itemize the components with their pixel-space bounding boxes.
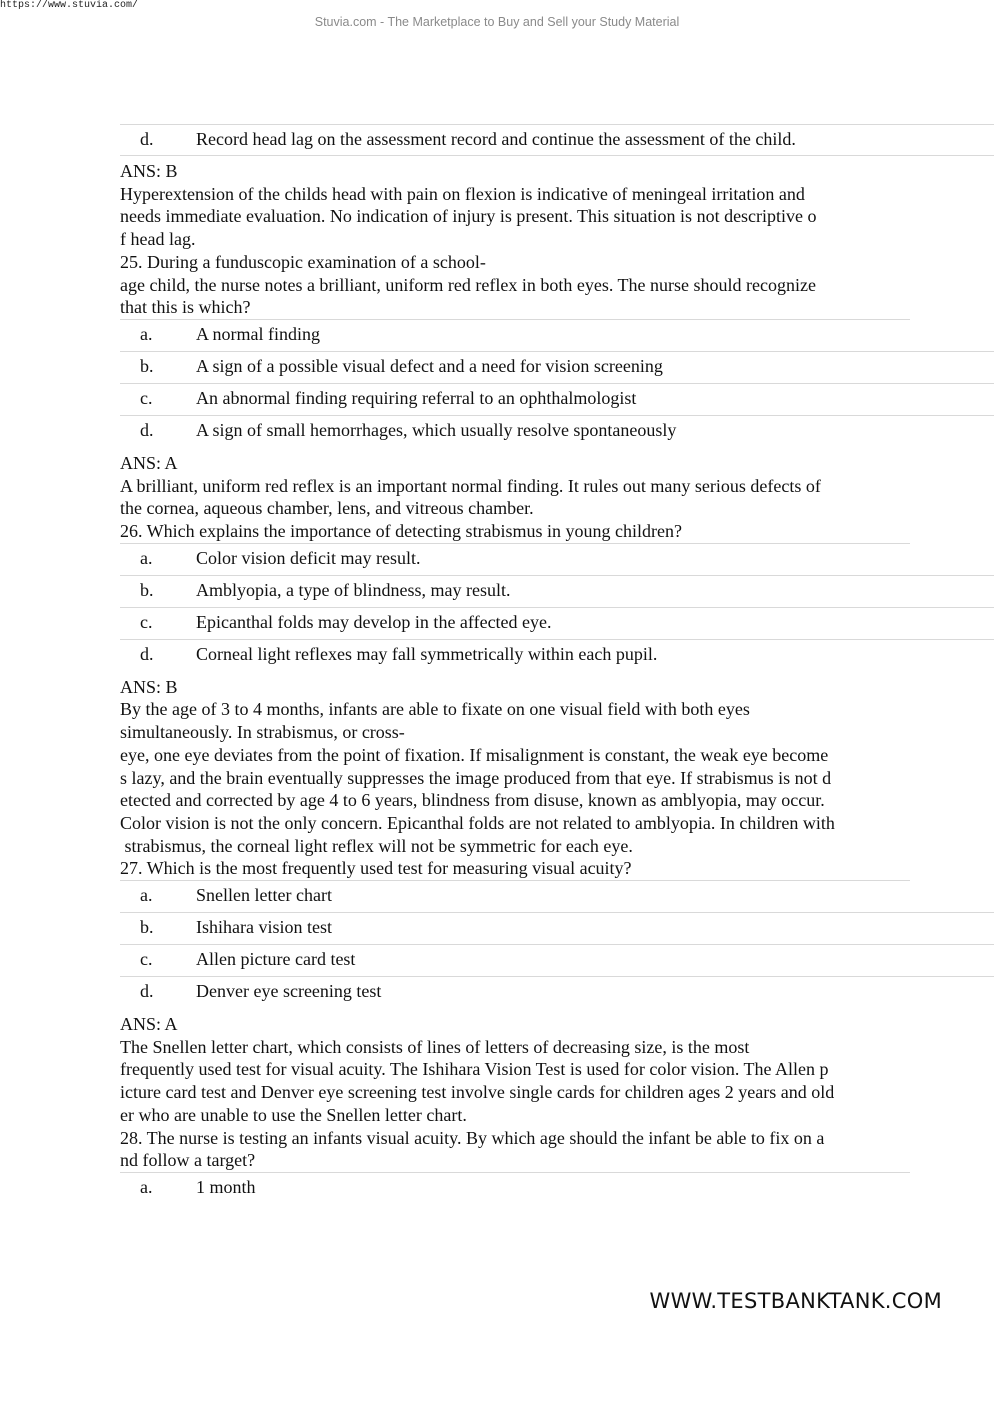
option-text: Corneal light reflexes may fall symmetrically within each pupil. [196,643,658,664]
q26-question: 26. Which explains the importance of detecting strabismus in young children? [120,520,910,544]
q27-answer: ANS: A [120,1014,178,1035]
q25-answer: ANS: A [120,452,178,473]
option-letter: c. [140,611,153,632]
option-letter: d. [140,643,154,664]
q24-answer: ANS: B [120,161,178,181]
option-text: Color vision deficit may result. [196,547,421,568]
q25-option-d [120,416,994,448]
option-letter: d. [140,981,154,1002]
option-letter: a. [140,323,153,344]
q27-rationale: The Snellen letter chart, which consists of lines of letters of decreasing size, is the most frequently used test for visual acuity. The Ishihara Vision Test is used for color vision. The Allen p icture card test and Denver eye screening test involve single cards for children ages 2 years and old er who are unable to use the Snellen letter chart. [120,1036,835,1125]
document-body [120,124,994,1205]
option-text: A sign of small hemorrhages, which usually resolve spontaneously [196,419,677,440]
option-letter: b. [140,355,154,376]
option-text: Epicanthal folds may develop in the affected eye. [196,611,552,632]
q26-rationale: By the age of 3 to 4 months, infants are able to fixate on one visual field with both eyes simultaneously. In strabismus, or cross- eye, one eye deviates from the point of fixation. If misalignment is constant, the weak eye become s lazy, and the brain eventually suppresses the image produced from that eye. If strabismus is not d etected and corrected by age 4 to 6 years, blindness from disuse, known as amblyopia, may occur. Color vision is not the only concern. Epicanthal folds are not related to amblyopia. In children with strabismus, the corneal light reflex will not be symmetric for each eye. [120,699,835,856]
option-letter: a. [140,1176,153,1197]
q25-question: 25. During a funduscopic examination of a school- age child, the nurse notes a brilliant, uniform red reflex in both eyes. The nurse should recognize that this is which? [120,251,910,320]
q27-option-d [120,977,994,1009]
q25-option-c [120,384,994,416]
option-letter: c. [140,949,153,970]
page-url: https://www.stuvia.com/ [0,0,139,11]
q28-option-a [120,1173,994,1205]
option-text: A sign of a possible visual defect and a need for vision screening [196,355,663,376]
option-text: Denver eye screening test [196,981,382,1002]
q27-option-c [120,945,994,977]
q27-question: 27. Which is the most frequently used test for measuring visual acuity? [120,857,910,881]
option-letter: a. [140,885,153,906]
footer-brand: WWW.TESTBANKTANK.COM [649,1289,942,1313]
q26-option-c [120,608,994,640]
q27-option-a [120,881,994,913]
option-text: Allen picture card test [196,949,356,970]
q26-answer: ANS: B [120,676,178,697]
option-text: A normal finding [196,323,320,344]
q25-rationale: A brilliant, uniform red reflex is an important normal finding. It rules out many serious defects of the cornea, aqueous chamber, lens, and vitreous chamber. [120,475,821,519]
option-letter: c. [140,387,153,408]
q24-option-d [120,124,994,156]
site-header: Stuvia.com - The Marketplace to Buy and Sell your Study Material [314,15,680,29]
q25-option-b [120,352,994,384]
option-text: Ishihara vision test [196,917,332,938]
q26-option-d [120,640,994,672]
option-text: Record head lag on the assessment record and continue the assessment of the child. [196,129,796,149]
option-letter: a. [140,547,153,568]
q26-option-a [120,544,994,576]
option-letter: d. [140,129,154,149]
option-text: An abnormal finding requiring referral to an ophthalmologist [196,387,637,408]
q28-question: 28. The nurse is testing an infants visual acuity. By which age should the infant be able to fix on a nd follow a target? [120,1127,910,1173]
q25-option-a [120,320,994,352]
q26-option-b [120,576,994,608]
q27-option-b [120,913,994,945]
option-text: Snellen letter chart [196,885,332,906]
option-text: Amblyopia, a type of blindness, may result. [196,579,511,600]
option-text: 1 month [196,1176,256,1197]
option-letter: d. [140,419,154,440]
q24-rationale: Hyperextension of the childs head with pain on flexion is indicative of meningeal irritation and needs immediate evaluation. No indication of injury is present. This situation is not descriptive o f head lag. [120,183,817,250]
option-letter: b. [140,917,154,938]
option-letter: b. [140,579,154,600]
